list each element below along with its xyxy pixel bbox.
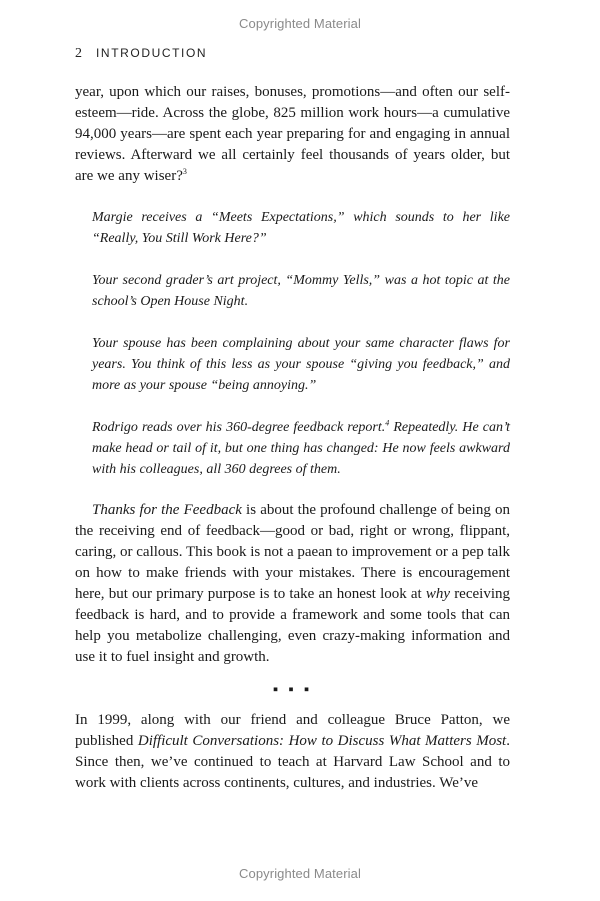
paragraph-annual-reviews <box>75 82 510 187</box>
example-margie: Margie receives a “Meets Expectations,” which sounds to her like “Really, You Still Work Here?” <box>92 210 510 246</box>
example-art-project: Your second grader’s art project, “Mommy Yells,” was a hot topic at the school’s Open House Night. <box>92 273 510 309</box>
copyright-watermark-bottom: Copyrighted Material <box>239 866 361 881</box>
paragraph-text: is about the profound challenge of being on the receiving end of feedback—good or bad, right or wrong, flippant, caring, or callous. This book is not a paean to improvement or a pep talk on how to make friends with your mistakes. There is encouragement here, but our primary purpose is to take an honest look at <box>75 502 510 602</box>
section-separator: ▪ ▪ ▪ <box>272 681 313 698</box>
paragraph-text-continued: . Since then, we’ve continued to teach at Harvard Law School and to work with clients across continents, cultures, and industries. We’ve <box>75 733 510 791</box>
paragraph-book-purpose <box>75 500 510 668</box>
example-spouse: Your spouse has been complaining about your same character flaws for years. You think of this less as your spouse “giving you feedback,” and more as your spouse “being annoying.” <box>92 336 510 393</box>
footnote-ref-3: 3 <box>182 167 187 176</box>
example-rodrigo <box>92 417 510 480</box>
paragraph-text: In 1999, along with our friend and colleague Bruce Patton, we published <box>75 712 510 749</box>
example-text: Rodrigo reads over his 360-degree feedback report. <box>92 420 386 435</box>
paragraph-text: year, upon which our raises, bonuses, promotions—and often our self-esteem—ride. Across the globe, 825 million work hours—a cumulative 94,000 years—are spent each year preparing for and engaging in annual reviews. Afterward we all certainly feel thousands of years older, but are we any wiser? <box>75 84 510 184</box>
section-title: INTRODUCTION <box>96 46 208 60</box>
page-body <box>75 82 510 794</box>
footnote-ref-4: 4 <box>385 418 390 428</box>
emphasis-why: why <box>425 586 451 602</box>
copyright-watermark-top: Copyrighted Material <box>239 16 361 31</box>
page-number: 2 <box>75 46 82 61</box>
paragraph-difficult-conversations <box>75 710 510 794</box>
book-title-difficult-conversations: Difficult Conversations: How to Discuss What Matters Most <box>137 733 507 749</box>
example-text-continued: Repeatedly. He can’t make head or tail of it, but one thing has changed: He now feels awkward with his colleagues, all 360 degrees of them. <box>92 420 510 477</box>
book-title: Thanks for the Feedback <box>92 502 242 518</box>
running-head <box>75 46 207 62</box>
paragraph-text-continued: receiving feedback is hard, and to provide a framework and some tools that can help you metabolize challenging, even crazy-making information and use it to fuel insight and growth. <box>75 586 510 665</box>
